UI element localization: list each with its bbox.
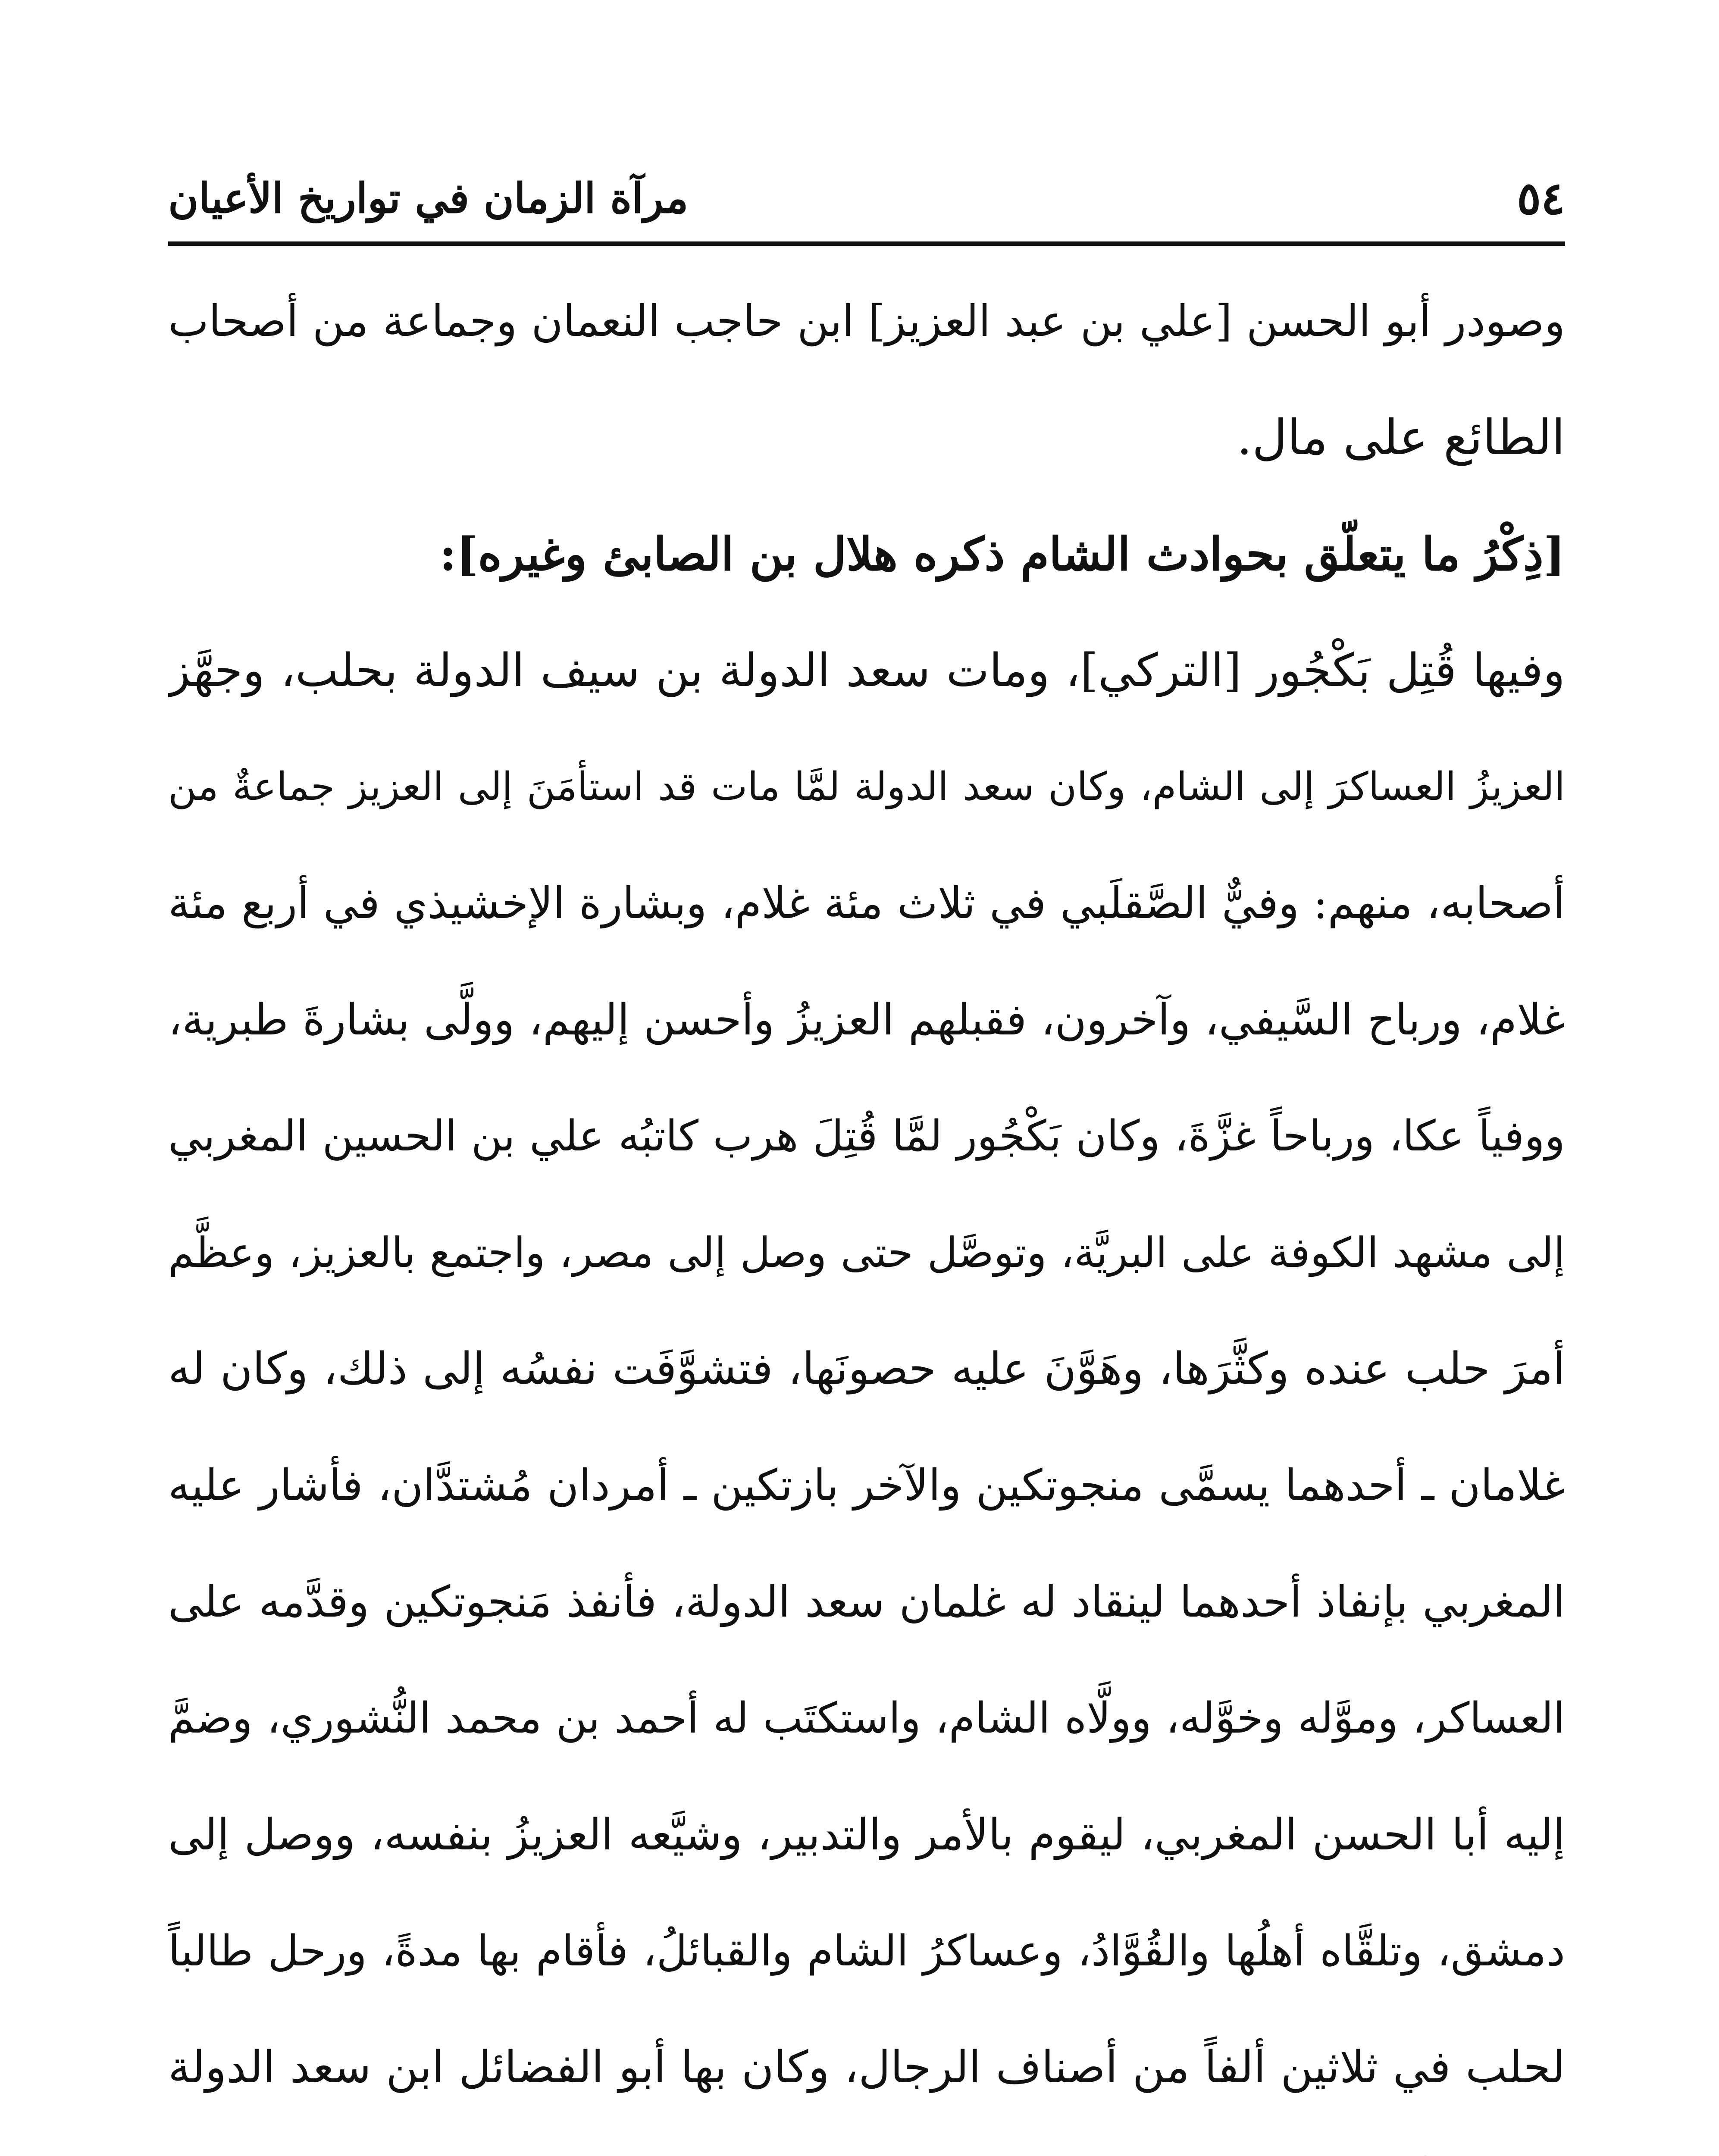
text-line: وفيها قُتِل بَكْجُور [التركي]، ومات سعد الدولة بن سيف الدولة بحلب، وجهَّز xyxy=(168,644,1565,697)
text-line: العزيزُ العساكرَ إلى الشام، وكان سعد الدولة لمَّا مات قد استأمَنَ إلى العزيز جماعةٌ من xyxy=(168,764,1565,809)
text-line: لحلب في ثلاثين ألفاً من أصناف الرجال، وكان بها أبو الفضائل ابن سعد الدولة xyxy=(168,2042,1565,2093)
text-line: أصحابه، منهم: وفيٌّ الصَّقلَبي في ثلاث مئة غلام، وبشارة الإخشيذي في أربع مئة xyxy=(168,878,1565,928)
text-line: أمرَ حلب عنده وكثَّرَها، وهَوَّنَ عليه حصونَها، فتشوَّفَت نفسُه إلى ذلك، وكان له xyxy=(168,1343,1565,1395)
running-title: مرآة الزمان في تواريخ الأعيان xyxy=(168,174,689,222)
section-heading: [ذِكْرُ ما يتعلّق بحوادث الشام ذكره هلال بن الصابئ وغيره]: xyxy=(439,527,1565,581)
text-line: إليه أبا الحسن المغربي، ليقوم بالأمر والتدبير، وشيَّعه العزيزُ بنفسه، ووصل إلى xyxy=(168,1809,1565,1860)
header-rule xyxy=(168,241,1565,246)
text-line xyxy=(168,2126,1565,2156)
text-line: إلى مشهد الكوفة على البريَّة، وتوصَّل حتى وصل إلى مصر، واجتمع بالعزيز، وعظَّم xyxy=(168,1228,1565,1277)
text-line: غلامان ـ أحدهما يسمَّى منجوتكين والآخر بازتكين ـ أمردان مُشتدَّان، فأشار عليه xyxy=(168,1460,1565,1510)
text-line: غلام، ورباح السَّيفي، وآخرون، فقبلهم العزيزُ وأحسن إليهم، وولَّى بشارةَ طبرية، xyxy=(168,994,1565,1045)
text-line: دمشق، وتلقَّاه أهلُها والقُوَّادُ، وعساكرُ الشام والقبائلُ، فأقام بها مدةً، ورحل طالباً xyxy=(168,1927,1565,1976)
text-line: المغربي بإنفاذ أحدهما لينقاد له غلمان سعد الدولة، فأنفذ مَنجوتكين وقدَّمه على xyxy=(168,1576,1565,1627)
text-line: العساكر، وموَّله وخوَّله، وولَّاه الشام، واستكتَب له أحمد بن محمد النُّشوري، وضمَّ xyxy=(168,1694,1565,1743)
page-header xyxy=(168,164,1565,233)
body-text xyxy=(168,263,1565,2156)
text-line: الطائع على مال. xyxy=(1237,410,1565,466)
text-line: وصودر أبو الحسن [علي بن عبد العزيز] ابن حاجب النعمان وجماعة من أصحاب xyxy=(168,296,1565,346)
text-line: ووفياً عكا، ورباحاً غزَّةَ، وكان بَكْجُور لمَّا قُتِلَ هرب كاتبُه علي بن الحسين المغربي xyxy=(168,1112,1565,1161)
page-number: ٥٤ xyxy=(1517,172,1565,225)
